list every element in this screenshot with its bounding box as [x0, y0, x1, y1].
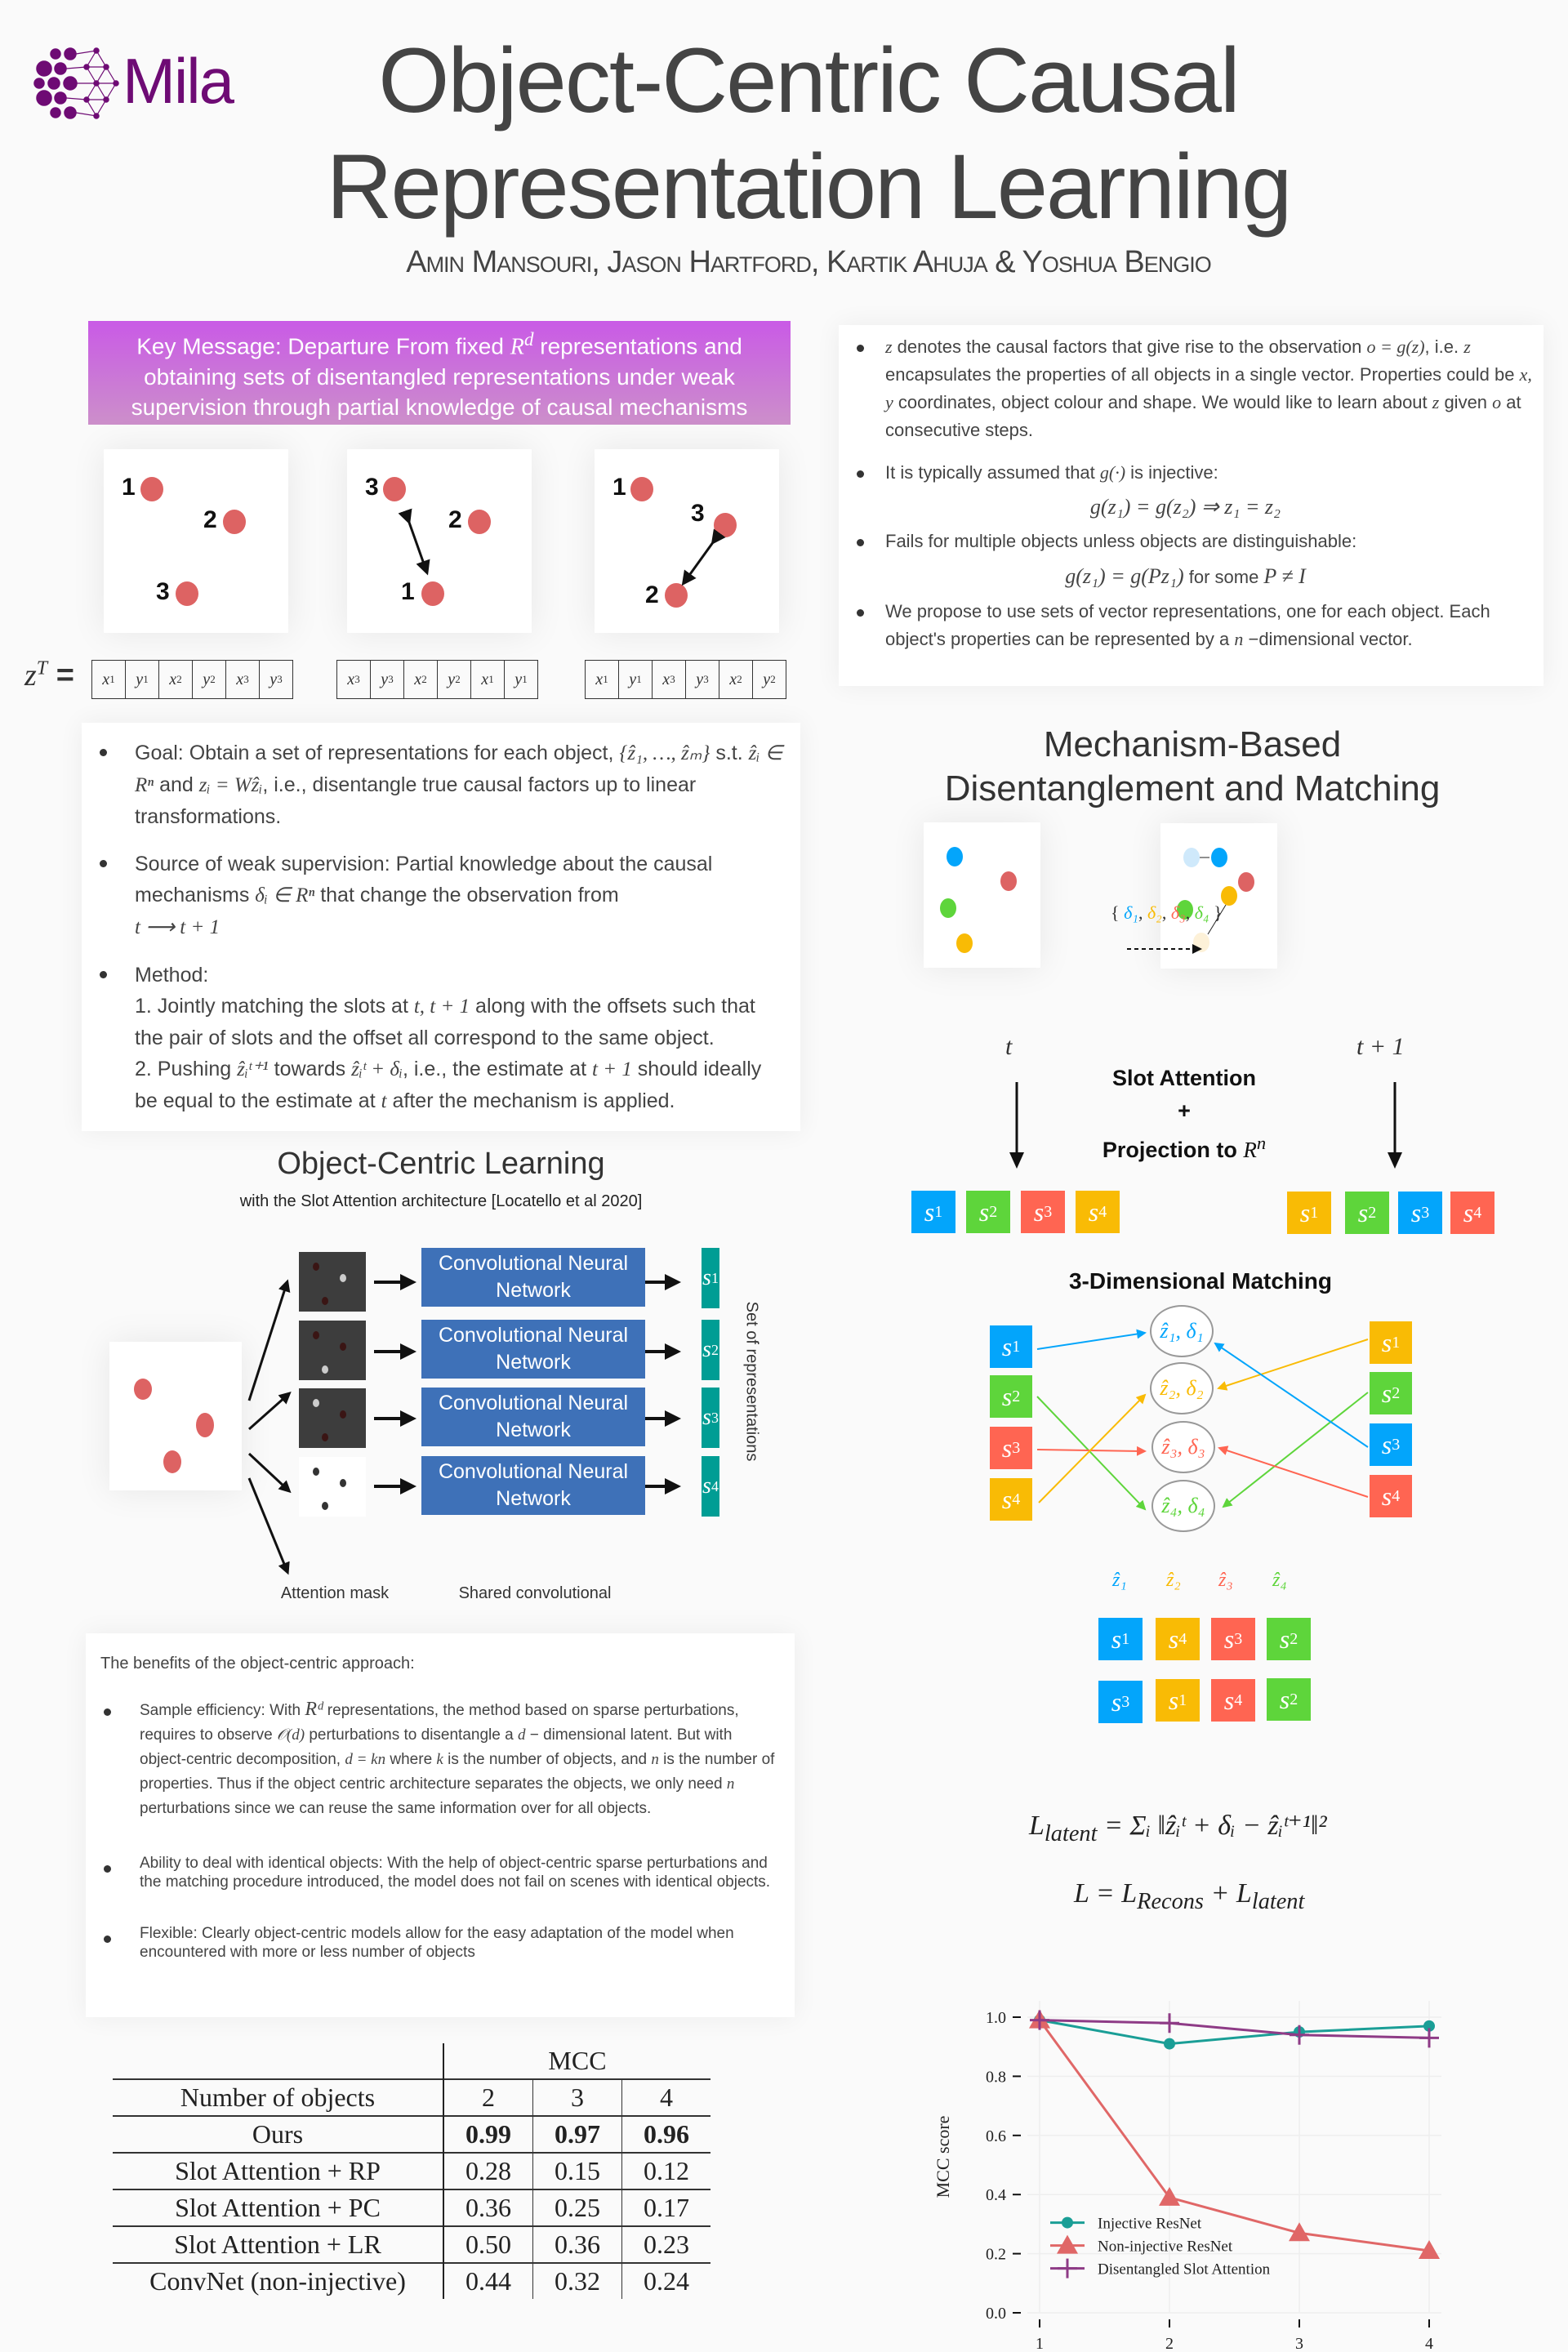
assign-row2-1: s 3	[1098, 1681, 1143, 1723]
match-left-s1: s 1	[990, 1325, 1032, 1368]
time-t1-label: t + 1	[1356, 1033, 1405, 1060]
svg-text:Injective ResNet: Injective ResNet	[1098, 2215, 1202, 2233]
table-row: Slot Attention + PC 0.36 0.25 0.17	[113, 2189, 710, 2226]
ball-label: 2	[203, 506, 217, 533]
slot-s1: s 1	[702, 1248, 719, 1308]
match-left-s3: s 3	[990, 1427, 1032, 1469]
match-left-s4: s 4	[990, 1478, 1032, 1521]
attention-mask-2	[299, 1321, 366, 1380]
x-tick-label: 2	[1165, 2335, 1174, 2352]
red-ball	[140, 477, 163, 501]
red-ball	[134, 1379, 152, 1400]
ball-label: 1	[122, 474, 136, 501]
table-header: 4	[660, 2082, 673, 2112]
mechanism-title	[849, 723, 1535, 811]
match-right-s3: s 3	[1370, 1423, 1412, 1466]
ball-label: 2	[645, 581, 659, 608]
poster-title	[278, 29, 1339, 238]
mcc-table-wrap	[113, 2043, 710, 2299]
key-msg-post: representations and	[533, 333, 742, 359]
vec-cell: x 2	[404, 661, 438, 698]
slot-s3: s 3	[702, 1388, 719, 1448]
vec-cell: x 1	[92, 661, 126, 698]
proposal-bullet: We propose to use sets of vector representations, one for each object. Each object's properties can be represented by a n −dimensional vector.	[839, 598, 1532, 653]
down-arrow-t1-icon	[1383, 1082, 1407, 1172]
assign-row1-4: s 2	[1267, 1618, 1311, 1660]
table-header: 2	[443, 2079, 533, 2116]
table-header: 3	[533, 2079, 622, 2116]
match-node-1: ẑ₁, δ₁	[1150, 1305, 1214, 1357]
red-ball	[630, 477, 653, 501]
vec-cell: y 3	[686, 661, 719, 698]
authors: Amin Mansouri, Jason Hartford, Kartik Ahuja & Yoshua Bengio	[406, 245, 1211, 279]
benefits-heading: The benefits of the object-centric approach:	[100, 1655, 415, 1673]
assign-row2-3: s 4	[1211, 1679, 1255, 1722]
red-ball	[196, 1413, 214, 1437]
shared-conv-label: Shared convolutional	[458, 1584, 612, 1602]
attention-mask-1	[299, 1252, 366, 1312]
vec-cell: x 2	[159, 661, 193, 698]
green-ball	[940, 898, 956, 918]
blue-ball	[947, 847, 963, 866]
causal-factors-bullet: z denotes the causal factors that give rise to the observation o = g(z), i.e. z encapsulates the properties of all objects in a single vector. Properties could be x, y coordinates, object colour and shape. We would like to learn about z given o at consecutive steps.	[839, 333, 1532, 444]
mcc-group-header: MCC	[548, 2046, 607, 2075]
dashed-arrow-icon	[1127, 941, 1209, 957]
table-row: Ours 0.99 0.97 0.96	[113, 2116, 710, 2153]
scene-2	[347, 449, 532, 633]
mcc-line-chart	[923, 1984, 1462, 2352]
time-t-label: t	[1005, 1033, 1013, 1060]
ball-label: 2	[448, 506, 462, 533]
scene-3	[595, 449, 779, 633]
benefits-panel	[86, 1633, 795, 2017]
key-msg-line2: obtaining sets of disentangled representations under weak	[144, 364, 735, 390]
ocl-diagram	[82, 1225, 784, 1601]
total-loss-equation: $L = L_{Recons} + L_{latent}$	[1074, 1878, 1305, 1914]
match-right-s4: s 4	[1370, 1475, 1412, 1517]
slot-attention-caption: Slot Attention + Projection to $R^n$	[1102, 1066, 1267, 1162]
assign-row2-2: s 1	[1156, 1679, 1200, 1722]
assign-row2-4: s 2	[1267, 1678, 1311, 1721]
vec-cell: x 3	[226, 661, 260, 698]
delta-set: { δ₁, δ₂, δ₃, δ₄ }	[1111, 902, 1223, 923]
slot-t-1: s 1	[911, 1191, 956, 1233]
ocl-subtitle: with the Slot Attention architecture [Locatello et al 2020]	[239, 1192, 643, 1210]
z-header-4: ẑ₄	[1272, 1570, 1287, 1591]
slot-t1-2: s 2	[1345, 1192, 1389, 1234]
ball-label: 3	[691, 500, 705, 527]
table-row: Slot Attention + RP 0.28 0.15 0.12	[113, 2153, 710, 2189]
red-ball	[468, 510, 491, 534]
slot-s2: s 2	[702, 1320, 719, 1380]
orange-ball	[956, 933, 973, 953]
cnn-block-4: Convolutional Neural Network	[421, 1456, 645, 1515]
red-ball	[163, 1450, 181, 1473]
slot-s4: s 4	[702, 1456, 719, 1517]
match-right-s2: s 2	[1370, 1372, 1412, 1414]
red-ball	[1000, 871, 1017, 891]
key-message-banner	[88, 321, 791, 425]
cnn-block-3: Convolutional Neural Network	[421, 1388, 645, 1446]
match-node-4: ẑ₄, δ₄	[1152, 1480, 1215, 1532]
latent-loss-equation: $L_{latent}$ = Σᵢ ‖ẑᵢᵗ + δᵢ − ẑᵢᵗ⁺¹‖²	[1029, 1811, 1327, 1846]
z-header-3: ẑ₃	[1218, 1570, 1233, 1591]
vec-cell: y 3	[270, 670, 283, 688]
vec-cell: x 1	[586, 661, 619, 698]
zT-z: z	[24, 658, 37, 693]
vec-cell: y 2	[438, 661, 471, 698]
logo-text: Mila	[122, 45, 234, 117]
swap-arrow-icon	[676, 531, 725, 588]
z-vector-1	[91, 660, 293, 699]
problem-panel	[839, 325, 1544, 686]
z-vector-2	[336, 660, 538, 699]
match-left-s2: s 2	[990, 1375, 1032, 1418]
cnn-block-1: Convolutional Neural Network	[421, 1248, 645, 1307]
mcc-chart	[923, 1984, 1462, 2352]
ball-label: 3	[365, 474, 379, 501]
input-scene	[109, 1342, 242, 1490]
z-header-1: ẑ₁	[1112, 1570, 1127, 1591]
fails-bullet: Fails for multiple objects unless objects are distinguishable:	[839, 528, 1532, 555]
slot-t1-4: s 4	[1450, 1192, 1494, 1234]
key-msg-pre: Key Message: Departure From fixed	[136, 333, 510, 359]
red-ball	[421, 581, 444, 606]
red-ball	[383, 477, 406, 501]
z-header-2: ẑ₂	[1166, 1570, 1181, 1591]
title-line-1: Object-Centric Causal	[378, 29, 1239, 131]
z-vector-3	[585, 660, 786, 699]
slot-t1-1: s 1	[1287, 1192, 1331, 1234]
vec-cell: x 3	[653, 661, 686, 698]
split-arrows-icon	[241, 1274, 306, 1552]
series-injective-resnet	[1034, 2015, 1435, 2050]
y-tick-label: 0.0	[986, 2305, 1006, 2323]
mechanism-title-2: Disentanglement and Matching	[944, 768, 1441, 808]
y-tick-label: 0.6	[986, 2127, 1006, 2145]
slot-t-4: s 4	[1076, 1191, 1120, 1233]
ball-label: 3	[156, 578, 170, 605]
vec-cell: y 1	[514, 670, 528, 688]
identical-objects-bullet: Ability to deal with identical objects: With the help of object-centric sparse perturbations and the matching procedure introduced, the model does not fail on scenes with identical objects.	[86, 1854, 778, 1891]
attention-mask-3	[299, 1388, 366, 1448]
x-tick-label: 3	[1295, 2335, 1303, 2352]
key-msg-math: R	[510, 334, 524, 360]
zT-label: $z^T$ =	[24, 657, 74, 693]
vec-cell: x 2	[719, 661, 753, 698]
permutation-equation: g(z₁) = g(Pz₁) for some P ≠ I	[1065, 564, 1306, 588]
table-row: Slot Attention + LR 0.50 0.36 0.23	[113, 2226, 710, 2263]
zT-sup: T	[36, 657, 48, 679]
red-ball	[223, 510, 246, 534]
x-tick-label: 4	[1425, 2335, 1433, 2352]
down-arrow-t-icon	[1004, 1082, 1029, 1172]
x-tick-label: 1	[1036, 2335, 1044, 2352]
injective-bullet: It is typically assumed that g(·) is injective:	[839, 459, 1532, 487]
assign-row1-2: s 4	[1156, 1618, 1200, 1660]
goal-panel	[82, 723, 800, 1131]
red-ball	[176, 581, 198, 606]
set-of-representations-label: Set of representations	[742, 1301, 761, 1462]
attention-mask-label: Attention mask	[280, 1584, 390, 1602]
y-tick-label: 1.0	[986, 2009, 1006, 2027]
ocl-title: Object-Centric Learning	[277, 1147, 605, 1181]
goal-bullet: Goal: Obtain a set of representations for each object, {ẑ₁, …, ẑₘ} s.t. ẑᵢ ∈ Rⁿ and zᵢ = Wẑᵢ, i.e., disentangle true causal factors up to linear transformations.	[82, 737, 784, 832]
vec-cell: y 1	[126, 661, 159, 698]
vec-cell: y 2	[763, 670, 776, 688]
match-node-3: ẑ₃, δ₃	[1152, 1421, 1215, 1473]
mila-network-icon	[31, 42, 129, 124]
cnn-block-2: Convolutional Neural Network	[421, 1320, 645, 1379]
series-non-injective-resnet	[1029, 2010, 1440, 2259]
swap-arrow-icon	[396, 506, 437, 580]
scene-t	[924, 822, 1040, 968]
vec-cell: y 3	[371, 661, 404, 698]
assign-row1-1: s 1	[1098, 1618, 1143, 1660]
assign-row1-3: s 3	[1211, 1618, 1255, 1660]
table-row: ConvNet (non-injective) 0.44 0.32 0.24	[113, 2263, 710, 2299]
method-bullet: Method: 1. Jointly matching the slots at t, t + 1 along with the offsets such that the pair of slots and the offset all correspond to the same object. 2. Pushing ẑᵢᵗ⁺¹ towards ẑᵢᵗ + δᵢ, i.e., the estimate at t + 1 should ideally be equal to the estimate at t after the mechanism is applied.	[82, 960, 784, 1117]
slot-t-3: s 3	[1021, 1191, 1065, 1233]
legend-item	[1050, 2235, 1233, 2256]
title-line-2: Representation Learning	[326, 136, 1291, 238]
weak-supervision-bullet: Source of weak supervision: Partial knowledge about the causal mechanisms δᵢ ∈ Rⁿ that change the observation from t ⟶ t + 1	[82, 849, 784, 943]
injective-equation: g(z₁) = g(z₂) ⇒ z₁ = z₂	[1089, 495, 1281, 519]
key-msg-line3: supervision through partial knowledge of causal mechanisms	[131, 394, 748, 421]
matching-title: 3-Dimensional Matching	[1068, 1268, 1333, 1294]
ball-label: 1	[612, 474, 626, 501]
svg-text:Disentangled Slot Attention: Disentangled Slot Attention	[1098, 2261, 1271, 2278]
attention-mask-4	[299, 1457, 366, 1517]
scene-1	[104, 449, 288, 633]
mcc-table	[113, 2043, 710, 2299]
svg-text:Non-injective ResNet: Non-injective ResNet	[1098, 2238, 1233, 2256]
legend-item	[1050, 2216, 1202, 2233]
flexible-bullet: Flexible: Clearly object-centric models allow for the easy adaptation of the model when encountered with more or less number of objects	[86, 1924, 778, 1962]
y-tick-label: 0.4	[986, 2186, 1006, 2205]
vec-cell: y 1	[619, 661, 653, 698]
vec-cell: x 1	[471, 661, 505, 698]
ball-label: 1	[401, 578, 415, 605]
table-header: Number of objects	[113, 2079, 443, 2116]
slot-t-2: s 2	[966, 1191, 1010, 1233]
key-msg-sup: d	[523, 329, 534, 350]
sample-efficiency-bullet: Sample efficiency: With Rᵈ representations, the method based on sparse perturbations, requires to observe 𝒪(d) perturbations to disentangle a d − dimensional latent. But with object-centric decomposition, d = kn where k is the number of objects, and n is the number of properties. Thus if the object centric architecture separates the objects, we only need n perturbations since we can reuse the same information over for all objects.	[86, 1697, 778, 1821]
mila-logo	[31, 42, 243, 124]
mechanism-title-1: Mechanism-Based	[1043, 724, 1342, 764]
y-axis-label: MCC score	[933, 2115, 953, 2198]
match-right-s1: s 1	[1370, 1321, 1412, 1364]
y-tick-label: 0.2	[986, 2245, 1006, 2264]
y-tick-label: 0.8	[986, 2068, 1006, 2087]
vec-cell: x 3	[337, 661, 371, 698]
legend-item	[1050, 2259, 1271, 2278]
slot-t1-3: s 3	[1398, 1192, 1442, 1234]
vec-cell: y 2	[193, 661, 226, 698]
match-node-2: ẑ₂, δ₂	[1150, 1362, 1214, 1414]
